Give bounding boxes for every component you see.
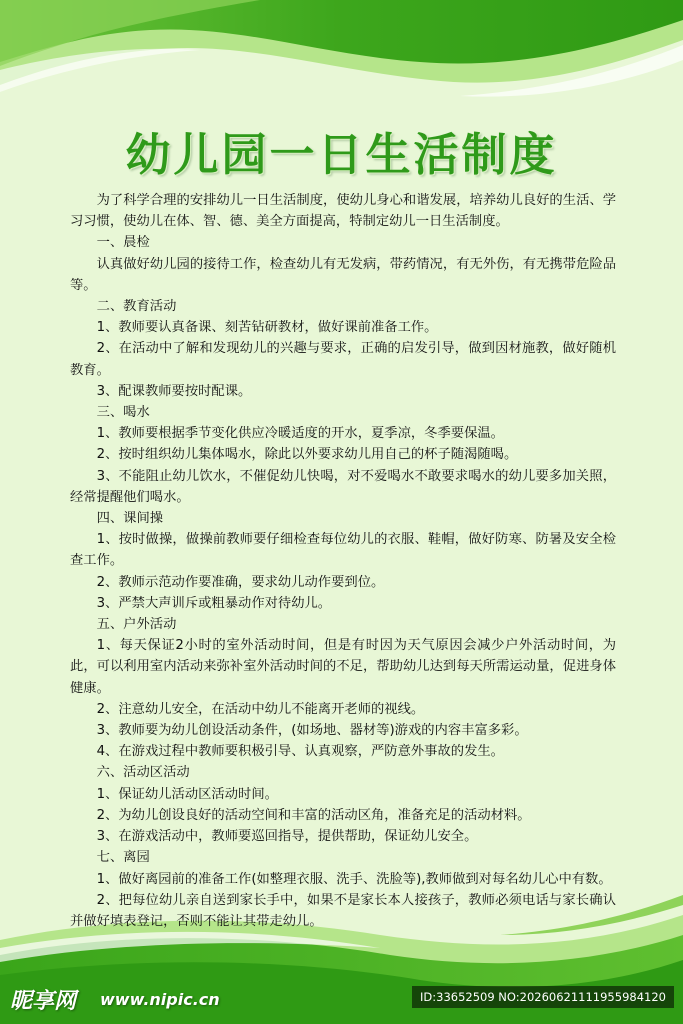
watermark-brand: 昵享网: [10, 989, 77, 1014]
paragraph: 1、保证幼儿活动区活动时间。: [96, 786, 278, 802]
paragraph: 1、每天保证2小时的室外活动时间，但是有时因为天气原因会减少户外活动时间，为此，可以利用室内活动来弥补室外活动时间的不足，帮助幼儿达到每天所需运动量，促进身体健康。: [70, 638, 616, 696]
section-heading: 六、活动区活动: [96, 765, 190, 781]
page-title: 幼儿园一日生活制度: [125, 128, 558, 181]
document-body: [70, 190, 616, 932]
section-heading: 七、离园: [96, 850, 150, 866]
paragraph: 2、在活动中了解和发现幼儿的兴趣与要求，正确的启发引导，做到因材施教，做好随机教育。: [70, 341, 616, 378]
paragraph: 3、在游戏活动中，教师要巡回指导，提供帮助，保证幼儿安全。: [96, 829, 478, 845]
paragraph: 1、教师要认真备课、刻苦钻研教材，做好课前准备工作。: [96, 320, 438, 336]
watermark-url: www.nipic.cn: [100, 990, 220, 1009]
intro-paragraph: 为了科学合理的安排幼儿一日生活制度，使幼儿身心和谐发展，培养幼儿良好的生活、学习习惯，使幼儿在体、智、德、美全方面提高，特制定幼儿一日生活制度。: [70, 193, 616, 230]
paragraph: 2、注意幼儿安全，在活动中幼儿不能离开老师的视线。: [96, 701, 425, 717]
paragraph: 3、严禁大声训斥或粗暴动作对待幼儿。: [96, 595, 332, 611]
paragraph: 2、教师示范动作要准确，要求幼儿动作要到位。: [96, 574, 385, 590]
section-heading: 二、教育活动: [96, 299, 177, 315]
paragraph: 2、按时组织幼儿集体喝水，除此以外要求幼儿用自己的杯子随渴随喝。: [96, 447, 518, 463]
top-wave: [0, 0, 683, 97]
section-heading: 三、喝水: [96, 405, 150, 421]
paragraph: 1、教师要根据季节变化供应冷暖适度的开水，夏季凉，冬季要保温。: [96, 426, 504, 442]
paragraph: 3、教师要为幼儿创设活动条件，(如场地、器材等)游戏的内容丰富多彩。: [96, 723, 528, 739]
section-heading: 五、户外活动: [96, 617, 177, 633]
paragraph: 认真做好幼儿园的接待工作，检查幼儿有无发病，带药情况，有无外伤，有无携带危险品等。: [70, 256, 616, 293]
paragraph: 1、按时做操，做操前教师要仔细检查每位幼儿的衣服、鞋帽，做好防寒、防暑及安全检查工作。: [70, 532, 616, 569]
paragraph: 4、在游戏过程中教师要积极引导、认真观察，严防意外事故的发生。: [96, 744, 504, 760]
watermark-id: ID:33652509 NO:20260621111955984120: [412, 986, 674, 1008]
paragraph: 2、把每位幼儿亲自送到家长手中，如果不是家长本人接孩子，教师必须电话与家长确认并做好填表登记，否则不能让其带走幼儿。: [70, 892, 616, 929]
paragraph: 2、为幼儿创设良好的活动空间和丰富的活动区角，准备充足的活动材料。: [96, 807, 531, 823]
section-heading: 四、课间操: [96, 511, 164, 527]
paragraph: 3、配课教师要按时配课。: [96, 383, 252, 399]
paragraph: 3、不能阻止幼儿饮水，不催促幼儿快喝，对不爱喝水不敢要求喝水的幼儿要多加关照，经常提醒他们喝水。: [70, 468, 616, 505]
section-heading: 一、晨检: [96, 235, 150, 251]
paragraph: 1、做好离园前的准备工作(如整理衣服、洗手、洗脸等),教师做到对每名幼儿心中有数。: [96, 871, 612, 887]
